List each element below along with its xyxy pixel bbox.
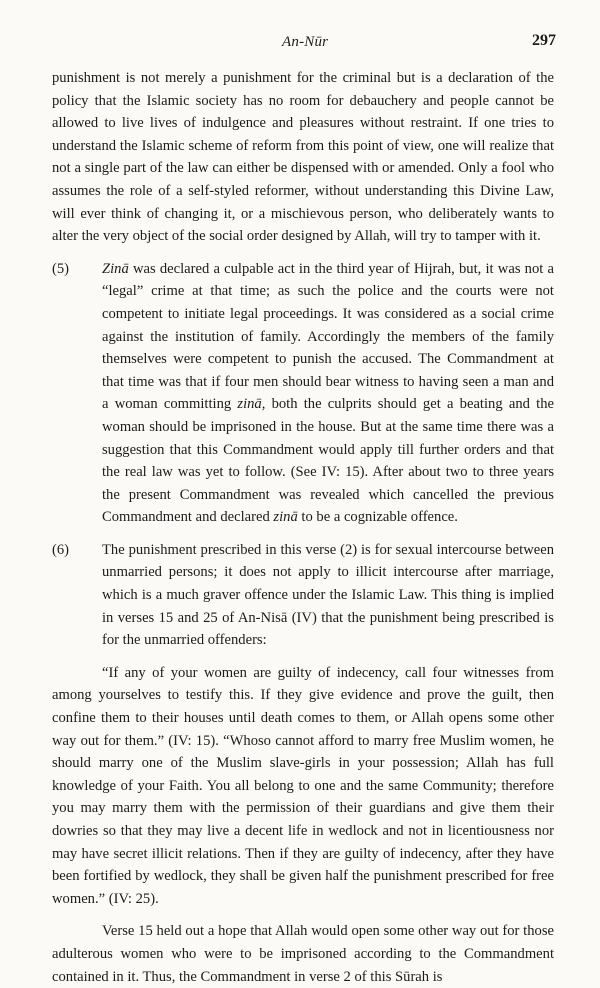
term-zina: zinā <box>237 396 262 413</box>
page-number: 297 <box>532 32 556 49</box>
note-number: (6) <box>52 541 70 558</box>
note-5-part-2: , both the culprits should get a beating and the woman should be imprisoned in the house. But at the same time there was a suggestion that this Commandment would apply till further orders and that the real law was yet to follow. (See IV: 15). After about two to three years the present Commandment was revealed which cancelled the previous Commandment and declared <box>102 396 554 526</box>
chapter-title: An-Nūr <box>282 34 329 50</box>
note-5-text <box>102 258 554 529</box>
quoted-verses: “If any of your women are guilty of indecency, call four witnesses from among yourselves to testify this. If they give evidence and prove the guilt, then confine them to their houses until death comes to them, or Allah opens some other way out for them.” (IV: 15). “Whoso cannot afford to marry free Muslim women, he should marry one of the Muslim slave-girls in your possession; Allah has full knowledge of your Faith. You all belong to one and the same Community; therefore you may marry them with the permission of their guardians and give them their dowries so that they may live a decent life in wedlock and not in licentiousness nor may have secret illicit relations. Then if they are guilty of indecency, after they have been fortified by wedlock, they shall be given half the punishment prescribed for free women.” (IV: 25). <box>52 664 554 907</box>
note-5-part-3: to be a cognizable offence. <box>297 509 458 526</box>
note-6 <box>52 539 554 652</box>
closing-paragraph: Verse 15 held out a hope that Allah would open some other way out for those adulterous women who were to be imprisoned according to the Commandment contained in it. Thus, the Commandment in verse 2 of this Sūrah is <box>52 923 554 985</box>
note-5-part-1: was declared a culpable act in the third year of Hijrah, but, it was not a “legal” crime at that time; as such the police and the courts were not competent to initiate legal proceedings. It was considered as a social crime against the institution of family. Accordingly the members of the family themselves were competent to punish the accused. The Commandment at that time was that if four men should bear witness to having seen a man and a woman committing <box>102 260 554 413</box>
note-5 <box>52 258 554 529</box>
note-6-text: The punishment prescribed in this verse (2) is for sexual intercourse between unmarried persons; it does not apply to illicit intercourse after marriage, which is a much graver offence under the Islamic Law. This thing is implied in verses 15 and 25 of An-Nisā (IV) that the punishment being prescribed is for the unmarried offenders: <box>102 541 554 649</box>
running-header <box>0 34 600 54</box>
intro-paragraph: punishment is not merely a punishment for the criminal but is a declaration of the policy that the Islamic society has no room for debauchery and people cannot be allowed to live lives of indulgence and pleasures without restraint. If one tries to understand the Islamic scheme of reform from this point of view, one will realize that not a single part of the law can either be dispensed with or amended. Only a fool who assumes the role of a self-styled reformer, without understanding this Divine Law, will ever think of changing it, or a mischievous person, who deliberately wants to alter the very object of the social order designed by Allah, will try to tamper with it. <box>52 70 554 245</box>
page-body <box>52 67 554 988</box>
term-zina: Zinā <box>102 260 129 277</box>
note-number: (5) <box>52 260 70 277</box>
term-zina: zinā <box>273 509 298 526</box>
